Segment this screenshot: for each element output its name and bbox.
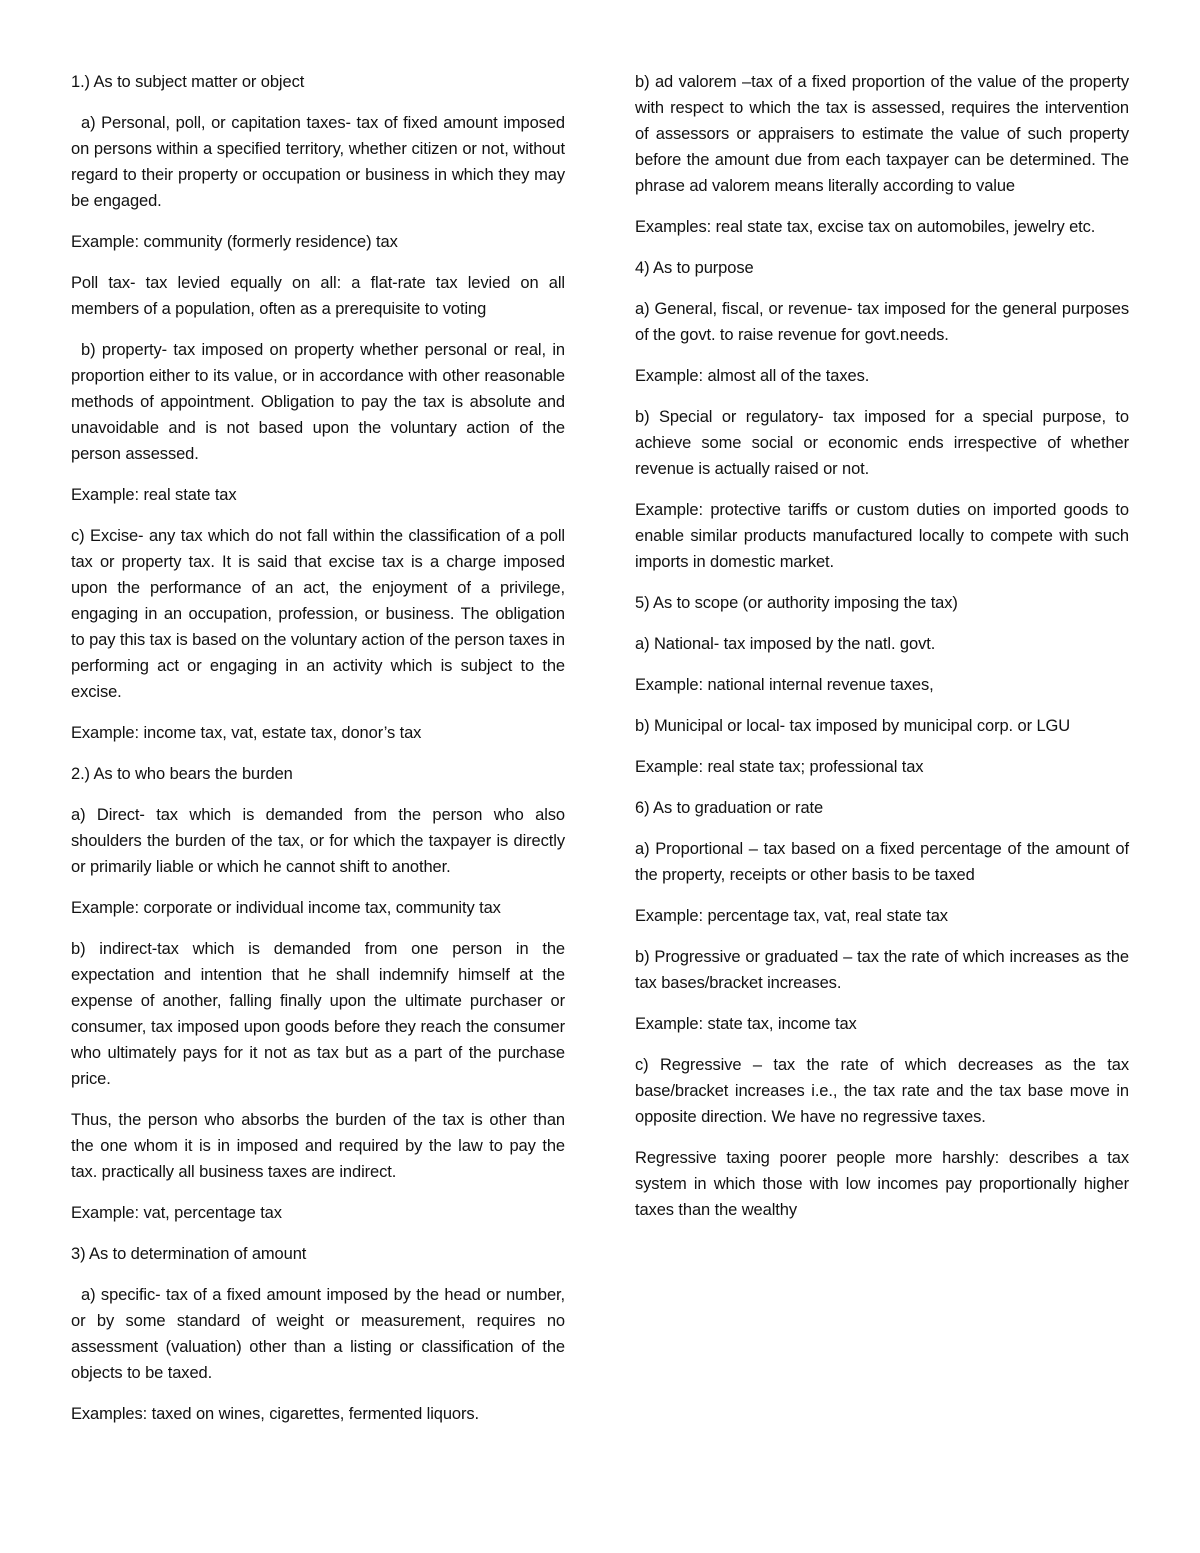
paragraph: b) indirect-tax which is demanded from one person in the expectation and intention that he shall indemnify himself at the expense of another, falling finally upon the ultimate purchaser or consumer, tax imposed upon goods before they reach the consumer who ultimately pays for it not as tax but as a part of the purchase price. — [71, 940, 565, 1088]
paragraph: a) Proportional – tax based on a fixed percentage of the amount of the property, receipts or other basis to be taxed — [635, 840, 1129, 884]
example-line: Examples: real state tax, excise tax on automobiles, jewelry etc. — [635, 218, 1096, 236]
example-line: Example: corporate or individual income tax, community tax — [71, 899, 501, 917]
example-line: Example: percentage tax, vat, real state tax — [635, 907, 948, 925]
section-heading: 6) As to graduation or rate — [635, 799, 824, 817]
example-line: Example: real state tax — [71, 486, 237, 504]
paragraph: a) Direct- tax which is demanded from the person who also shoulders the burden of the tax, or for which the taxpayer is directly or primarily liable or which he cannot shift to another. — [71, 806, 565, 876]
example-line: Example: almost all of the taxes. — [635, 367, 870, 385]
paragraph: b) Municipal or local- tax imposed by municipal corp. or LGU — [635, 717, 1071, 735]
paragraph: b) ad valorem –tax of a fixed proportion of the value of the property with respect to which the tax is assessed, requires the intervention of assessors or appraisers to estimate the value of such property before the amount due from each taxpayer can be determined. The phrase ad valorem means literally according to value — [635, 73, 1129, 195]
paragraph: Thus, the person who absorbs the burden of the tax is other than the one whom it is in imposed and required by the law to pay the tax. practically all business taxes are indirect. — [71, 1111, 565, 1181]
example-line: Example: national internal revenue taxes, — [635, 676, 934, 694]
section-heading: 1.) As to subject matter or object — [71, 73, 305, 91]
left-column — [71, 69, 565, 1442]
section-heading: 3) As to determination of amount — [71, 1245, 307, 1263]
paragraph: b) Progressive or graduated – tax the rate of which increases as the tax bases/bracket increases. — [635, 948, 1129, 992]
paragraph: a) General, fiscal, or revenue- tax imposed for the general purposes of the govt. to raise revenue for govt.needs. — [635, 300, 1129, 344]
section-heading: 4) As to purpose — [635, 259, 754, 277]
section-heading: 5) As to scope (or authority imposing the tax) — [635, 594, 958, 612]
example-line: Example: protective tariffs or custom duties on imported goods to enable similar products manufactured locally to compete with such imports in domestic market. — [635, 501, 1129, 571]
paragraph: a) National- tax imposed by the natl. govt. — [635, 635, 936, 653]
paragraph: Poll tax- tax levied equally on all: a flat-rate tax levied on all members of a population, often as a prerequisite to voting — [71, 274, 565, 318]
section-heading: 2.) As to who bears the burden — [71, 765, 293, 783]
right-column — [635, 69, 1129, 1238]
paragraph: a) specific- tax of a fixed amount imposed by the head or number, or by some standard of weight or measurement, requires no assessment (valuation) other than a listing or classification of the objects to be taxed. — [71, 1286, 565, 1382]
example-line: Example: state tax, income tax — [635, 1015, 857, 1033]
example-line: Example: income tax, vat, estate tax, donor’s tax — [71, 724, 422, 742]
paragraph: c) Regressive – tax the rate of which decreases as the tax base/bracket increases i.e., the tax rate and the tax base move in opposite direction. We have no regressive taxes. — [635, 1056, 1129, 1126]
example-line: Example: vat, percentage tax — [71, 1204, 282, 1222]
paragraph: Regressive taxing poorer people more harshly: describes a tax system in which those with low incomes pay proportionally higher taxes than the wealthy — [635, 1149, 1129, 1219]
example-line: Example: community (formerly residence) tax — [71, 233, 398, 251]
example-line: Example: real state tax; professional tax — [635, 758, 924, 776]
paragraph: c) Excise- any tax which do not fall within the classification of a poll tax or property tax. It is said that excise tax is a charge imposed upon the performance of an act, the enjoyment of a privilege, engaging in an occupation, profession, or business. The obligation to pay this tax is based on the voluntary action of the person taxes in performing act or engaging in an activity which is subject to the excise. — [71, 527, 565, 701]
paragraph: b) Special or regulatory- tax imposed for a special purpose, to achieve some social or economic ends irrespective of whether revenue is actually raised or not. — [635, 408, 1129, 478]
paragraph: a) Personal, poll, or capitation taxes- tax of fixed amount imposed on persons within a specified territory, whether citizen or not, without regard to their property or occupation or business in which they may be engaged. — [71, 114, 565, 210]
paragraph: b) property- tax imposed on property whether personal or real, in proportion either to its value, or in accordance with other reasonable methods of appointment. Obligation to pay the tax is absolute and unavoidable and is not based upon the voluntary action of the person assessed. — [71, 341, 565, 463]
example-line: Examples: taxed on wines, cigarettes, fermented liquors. — [71, 1405, 480, 1423]
